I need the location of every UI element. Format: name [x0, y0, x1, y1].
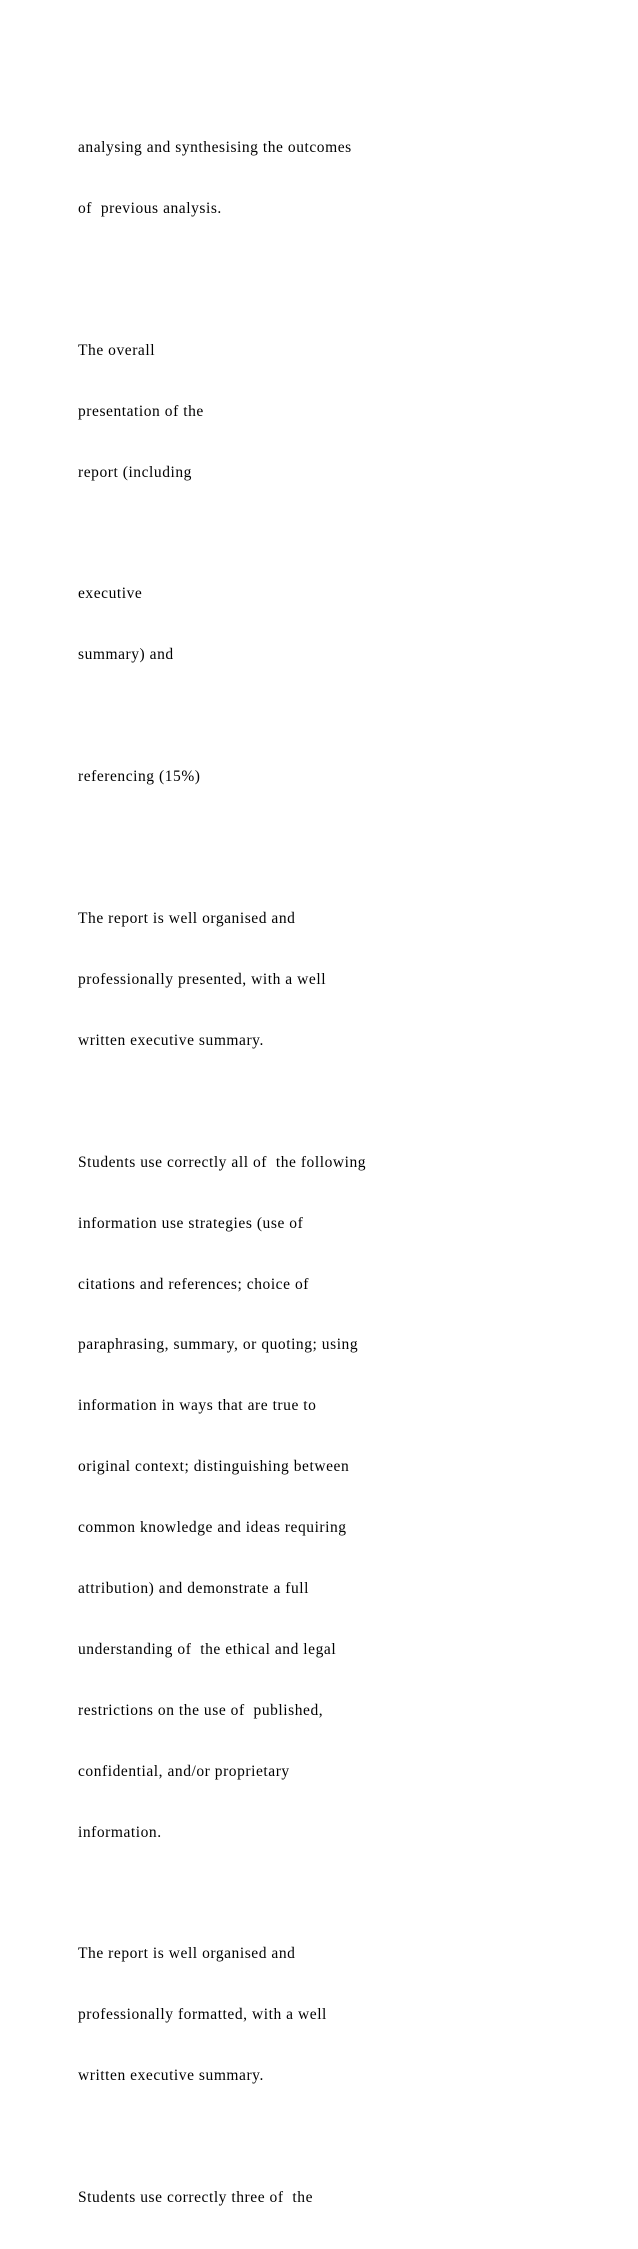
- body-line: written executive summary.: [78, 1031, 264, 1049]
- body-line: information in ways that are true to: [78, 1397, 317, 1415]
- body-line: The overall: [78, 341, 156, 359]
- paragraph-gap: [78, 260, 578, 301]
- body-line: professionally formatted, with a well: [78, 2006, 327, 2024]
- paragraph-gap: [78, 706, 578, 726]
- body-line: information.: [78, 1823, 162, 1841]
- body-line: report (including: [78, 463, 192, 481]
- body-line: of previous analysis.: [78, 199, 222, 217]
- document-body: [78, 77, 578, 2249]
- paragraph-gap: [78, 524, 578, 544]
- paragraph-gap: [78, 2127, 578, 2147]
- paragraph-gap: [78, 1092, 578, 1112]
- body-line: understanding of the ethical and legal: [78, 1640, 337, 1658]
- paragraph-gap: [78, 828, 578, 869]
- body-line: Students use correctly all of the following: [78, 1153, 367, 1171]
- body-line: citations and references; choice of: [78, 1275, 309, 1293]
- body-line: Students use correctly three of the: [78, 2188, 314, 2206]
- body-line: The report is well organised and: [78, 910, 296, 928]
- body-line: professionally presented, with a well: [78, 971, 327, 989]
- body-line: summary) and: [78, 646, 174, 664]
- body-line: written executive summary.: [78, 2067, 264, 2085]
- body-line: information use strategies (use of: [78, 1214, 304, 1232]
- body-line: attribution) and demonstrate a full: [78, 1579, 310, 1597]
- paragraph-gap: [78, 1883, 578, 1903]
- body-line: referencing (15%): [78, 768, 201, 786]
- body-line: paraphrasing, summary, or quoting; using: [78, 1336, 359, 1354]
- body-line: executive: [78, 585, 143, 603]
- body-line: analysing and synthesising the outcomes: [78, 138, 352, 156]
- body-line: common knowledge and ideas requiring: [78, 1519, 347, 1537]
- body-line: confidential, and/or proprietary: [78, 1762, 290, 1780]
- body-line: presentation of the: [78, 402, 204, 420]
- body-line: restrictions on the use of published,: [78, 1701, 324, 1719]
- body-line: The report is well organised and: [78, 1945, 296, 1963]
- body-line: original context; distinguishing between: [78, 1458, 350, 1476]
